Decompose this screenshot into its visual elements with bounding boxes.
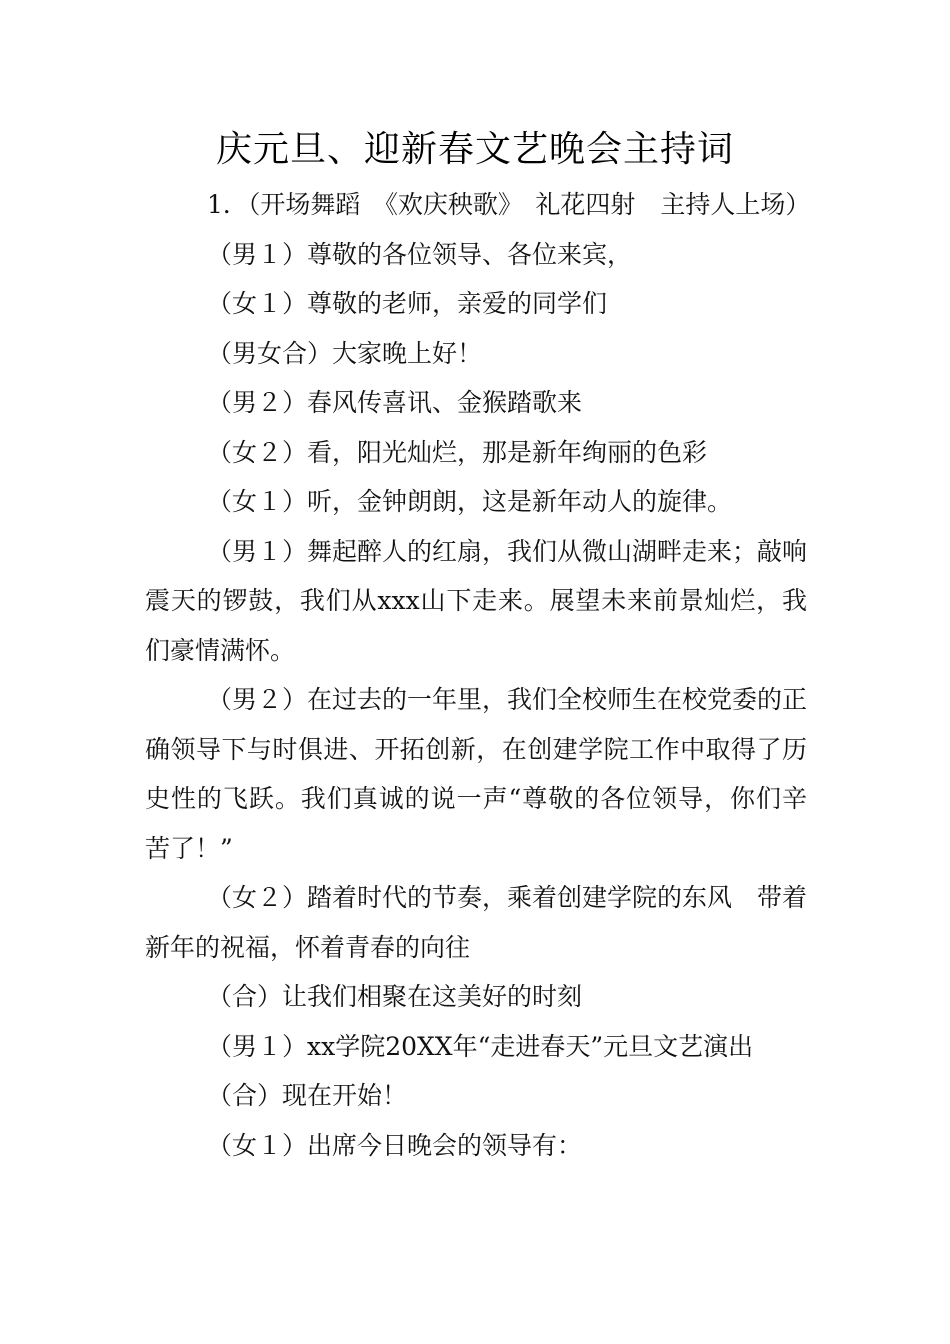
paragraph-female1-bell: （女１）听，金钟朗朗，这是新年动人的旋律。 bbox=[207, 487, 733, 516]
paragraph-female2-sunshine: （女２）看，阳光灿烂，那是新年绚丽的色彩 bbox=[207, 437, 708, 467]
paragraph-male1-show-title: （男１）xx学院20XX年“走进春天”元旦文艺演出 bbox=[207, 1031, 754, 1061]
paragraph-female1-leaders: （女１）出席今日晚会的领导有： bbox=[207, 1130, 583, 1160]
paragraph-male1-fan-dance: （男１）舞起醉人的红扇，我们从微山湖畔走来；敲响震天的锣鼓，我们从xxx山下走来。展望未来前景灿烂，我们豪情满怀。 bbox=[145, 536, 808, 665]
paragraph-male1-greeting: （男１）尊敬的各位领导、各位来宾， bbox=[207, 239, 633, 269]
paragraph-together-start: （合）现在开始！ bbox=[207, 1081, 408, 1110]
document-title: 庆元旦、迎新春文艺晚会主持词 bbox=[215, 129, 734, 170]
paragraph-male2-past-year: （男２）在过去的一年里，我们全校师生在校党委的正确领导下与时俱进、开拓创新，在创建学院工作中取得了历史性的飞跃。我们真诚的说一声“尊敬的各位领导，你们辛苦了！” bbox=[145, 685, 808, 863]
paragraph-male2-spring: （男２）春风传喜讯、金猴踏歌来 bbox=[207, 388, 583, 417]
paragraph-together-good-evening: （男女合）大家晚上好！ bbox=[207, 338, 483, 368]
document-body bbox=[145, 180, 811, 1170]
paragraph-together-gather: （合）让我们相聚在这美好的时刻 bbox=[207, 982, 583, 1011]
paragraph-opening-dance: 1．（开场舞蹈 《欢庆秧歌》 礼花四射 主持人上场） bbox=[207, 190, 811, 219]
paragraph-female1-greeting: （女１）尊敬的老师，亲爱的同学们 bbox=[207, 289, 608, 318]
paragraph-female2-rhythm: （女２）踏着时代的节奏，乘着创建学院的东风 带着新年的祝福，怀着青春的向往 bbox=[145, 883, 808, 962]
